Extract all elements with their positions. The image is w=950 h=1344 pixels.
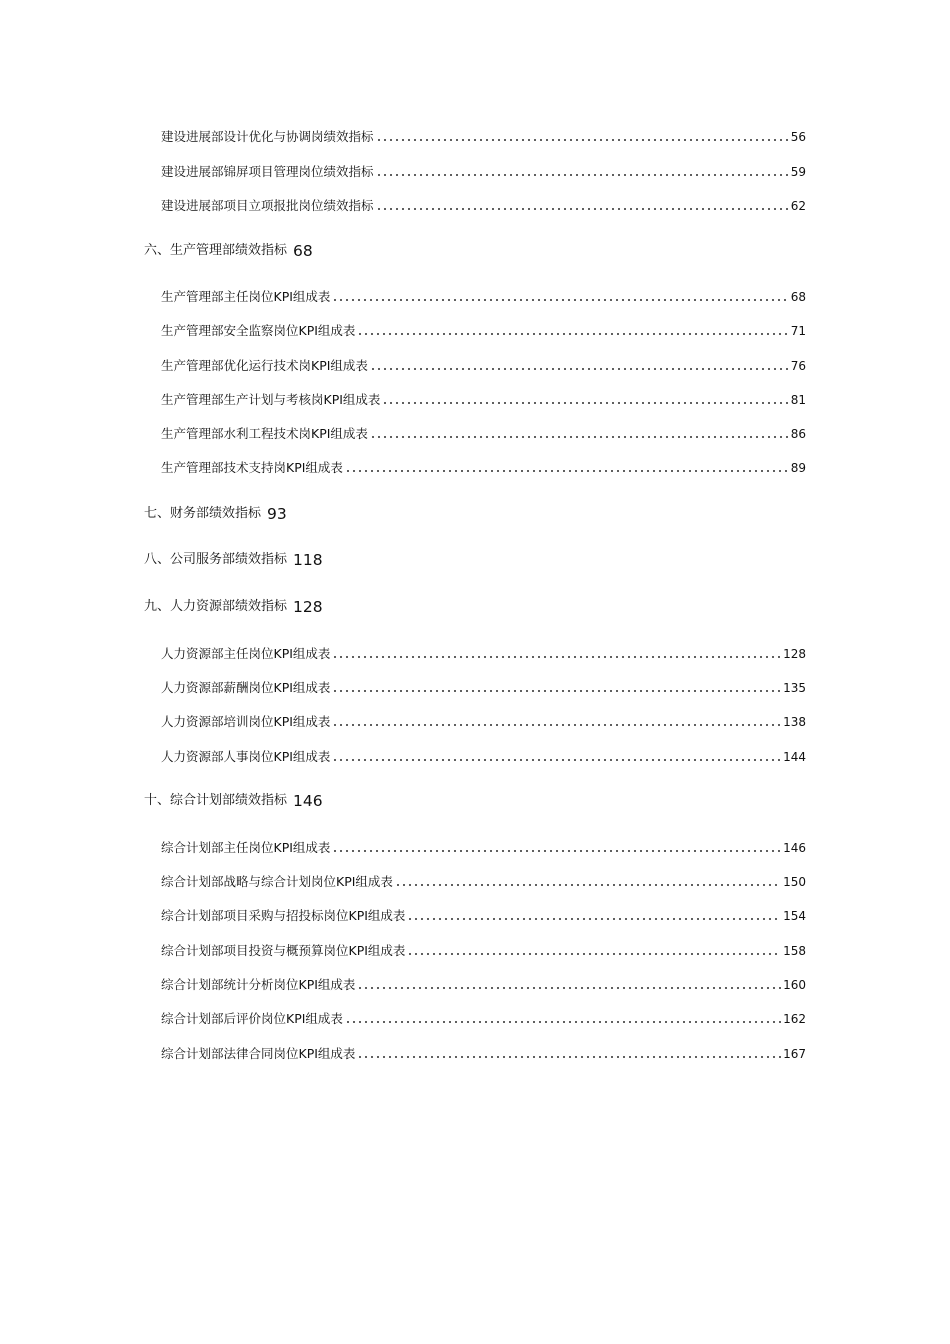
toc-entry[interactable] [161,836,806,856]
toc-entry[interactable] [161,160,806,180]
toc-page-number: 59 [790,165,806,179]
toc-entry[interactable] [161,285,806,305]
dot-leader [370,367,789,371]
toc-entry-label: 人力资源部薪酬岗位KPI组成表 [161,680,331,695]
toc-entry-label: 生产管理部水利工程技术岗KPI组成表 [161,426,368,441]
dot-leader [376,173,789,177]
toc-section-heading[interactable] [144,501,287,523]
toc-entry[interactable] [161,456,806,476]
dot-leader [332,298,788,302]
toc-page-number: 118 [293,551,323,569]
toc-entry-label: 人力资源部培训岗位KPI组成表 [161,714,331,729]
toc-section-heading[interactable] [144,547,323,569]
dot-leader [345,469,789,473]
toc-heading-label: 七、财务部绩效指标 [144,506,262,521]
toc-page-number: 135 [783,681,806,695]
toc-heading-label: 十、综合计划部绩效指标 [144,793,288,808]
dot-leader [332,723,781,727]
toc-entry-label: 综合计划部后评价岗位KPI组成表 [161,1011,343,1026]
toc-entry[interactable] [161,676,806,696]
toc-entry-label: 建设进展部锦屏项目管理岗位绩效指标 [161,164,374,179]
dot-leader [376,207,789,211]
toc-entry-label: 生产管理部安全监察岗位KPI组成表 [161,323,356,338]
dot-leader [382,401,788,405]
toc-entry[interactable] [161,354,806,374]
toc-page-number: 146 [783,841,806,855]
toc-entry[interactable] [161,319,806,339]
toc-entry[interactable] [161,1042,806,1062]
toc-entry-label: 生产管理部技术支持岗KPI组成表 [161,460,343,475]
toc-entry[interactable] [161,710,806,730]
dot-leader [357,1055,781,1059]
toc-section-heading[interactable] [144,238,313,260]
toc-entry-label: 建设进展部设计优化与协调岗绩效指标 [161,129,374,144]
toc-entry[interactable] [161,422,806,442]
toc-page-number: 93 [267,505,287,523]
toc-page-number: 167 [783,1047,806,1061]
toc-page-number: 68 [790,290,806,304]
dot-leader [407,917,781,921]
toc-entry[interactable] [161,1007,806,1027]
toc-page-number: 68 [293,242,313,260]
dot-leader [345,1020,781,1024]
toc-section-heading[interactable] [144,788,323,810]
toc-entry-label: 综合计划部项目采购与招投标岗位KPI组成表 [161,908,406,923]
toc-entry-label: 综合计划部项目投资与概预算岗位KPI组成表 [161,943,406,958]
toc-entry[interactable] [161,642,806,662]
toc-entry[interactable] [161,125,806,145]
toc-page-number: 76 [790,359,806,373]
toc-page-number: 62 [790,199,806,213]
dot-leader [376,138,789,142]
toc-page-number: 86 [790,427,806,441]
dot-leader [332,849,781,853]
dot-leader [407,952,781,956]
toc-page-number: 150 [783,875,806,889]
toc-section-heading[interactable] [144,594,323,616]
dot-leader [370,435,789,439]
toc-entry-label: 综合计划部战略与综合计划岗位KPI组成表 [161,874,393,889]
toc-entry[interactable] [161,745,806,765]
toc-page-number: 162 [783,1012,806,1026]
toc-entry-label: 生产管理部主任岗位KPI组成表 [161,289,331,304]
toc-entry[interactable] [161,870,806,890]
toc-page-number: 158 [783,944,806,958]
toc-entry-label: 综合计划部法律合同岗位KPI组成表 [161,1046,356,1061]
toc-entry-label: 生产管理部优化运行技术岗KPI组成表 [161,358,368,373]
toc-entry-label: 人力资源部主任岗位KPI组成表 [161,646,331,661]
dot-leader [332,655,781,659]
dot-leader [332,689,781,693]
toc-page-number: 56 [790,130,806,144]
toc-entry-label: 生产管理部生产计划与考核岗KPI组成表 [161,392,381,407]
toc-page-number: 160 [783,978,806,992]
toc-entry-label: 建设进展部项目立项报批岗位绩效指标 [161,198,374,213]
toc-page-number: 71 [790,324,806,338]
toc-page-number: 89 [790,461,806,475]
dot-leader [357,332,788,336]
toc-page-number: 154 [783,909,806,923]
toc-entry[interactable] [161,194,806,214]
toc-entry[interactable] [161,388,806,408]
toc-page-number: 146 [293,792,323,810]
dot-leader [395,883,781,887]
toc-entry[interactable] [161,939,806,959]
toc-entry-label: 综合计划部主任岗位KPI组成表 [161,840,331,855]
dot-leader [357,986,781,990]
toc-page-number: 144 [783,750,806,764]
toc-entry[interactable] [161,904,806,924]
dot-leader [332,758,781,762]
toc-entry-label: 人力资源部人事岗位KPI组成表 [161,749,331,764]
toc-heading-label: 八、公司服务部绩效指标 [144,552,288,567]
toc-entry-label: 综合计划部统计分析岗位KPI组成表 [161,977,356,992]
toc-page-number: 81 [790,393,806,407]
toc-heading-label: 九、人力资源部绩效指标 [144,599,288,614]
toc-heading-label: 六、生产管理部绩效指标 [144,243,288,258]
toc-page-number: 138 [783,715,806,729]
toc-entry[interactable] [161,973,806,993]
toc-page-number: 128 [783,647,806,661]
toc-page-number: 128 [293,598,323,616]
